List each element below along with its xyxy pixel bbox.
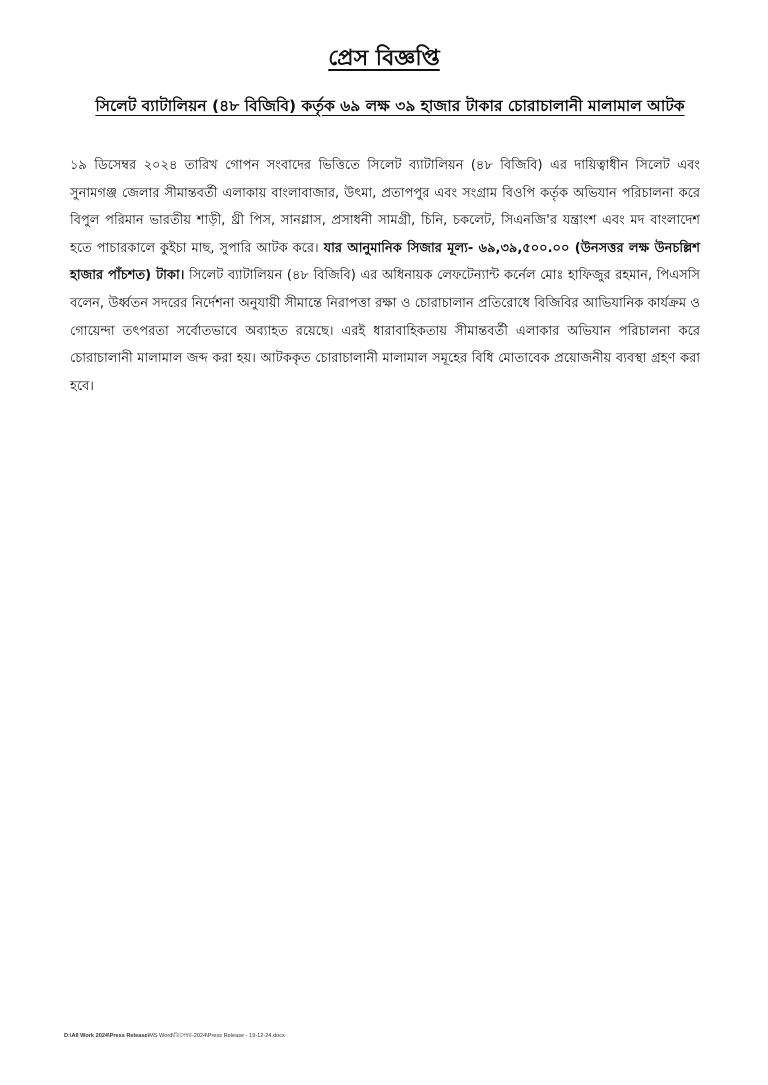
body-paragraph (70, 152, 700, 400)
paragraph-part-2: সিলেট ব্যাটালিয়ন (৪৮ বিজিবি) এর অধিনায়ক লেফটেন্যান্ট কর্নেল মোঃ হাফিজুর রহমান, পিএসসি বলেন, উর্ধ্বতন সদরের নির্দেশনা অনুযায়ী সীমান্তে নিরাপত্তা রক্ষা ও চোরাচালান প্রতিরোধে বিজিবির আভিযানিক কার্যক্রম ও গোয়েন্দা তৎপরতা সর্বোতভাবে অব্যাহত রয়েছে। এরই ধারাবাহিকতায় সীমান্তবর্তী এলাকার অভিযান পরিচালনা করে চোরাচালানী মালামাল জব্দ করা হয়। আটককৃত চোরাচালানী মালামাল সমূহের বিধি মোতাবেক প্রয়োজনীয় ব্যবস্থা গ্রহণ করা হবে। (70, 268, 700, 394)
seizure-value-text: যার আনুমানিক সিজার মূল্য- ৬৯,৩৯,৫০০.০০ (উনসত্তর লক্ষ উনচল্লিশ হাজার পাঁচশত) টাকা। (70, 240, 700, 284)
footer-file-path (64, 1032, 285, 1041)
page-subtitle: সিলেট ব্যাটালিয়ন (৪৮ বিজিবি) কর্তৃক ৬৯ লক্ষ ৩৯ হাজার টাকার চোরাচালানী মালামাল আটক (95, 97, 685, 115)
footer-path-bold: D:\All Work 2024\Press Release\ (64, 1033, 150, 1039)
footer-path-rest: MS Word\ডিসেম্বর-2024\Press Release - 19-12-24.docx (149, 1033, 285, 1039)
paragraph-part-1: ১৯ ডিসেম্বর ২০২৪ তারিখ গোপন সংবাদের ভিত্তিতে সিলেট ব্যাটালিয়ন (৪৮ বিজিবি) এর দায়িত্বাধীন সিলেট এবং সুনামগঞ্জ জেলার সীমান্তবর্তী এলাকায় বাংলাবাজার, উৎমা, প্রতাপপুর এবং সংগ্রাম বিওপি কর্তৃক অভিযান পরিচালনা করে বিপুল পরিমান ভারতীয় শাড়ী, থ্রী পিস, সানগ্লাস, প্রসাধনী সামগ্রী, চিনি, চকলেট, সিএনজি'র যন্ত্রাংশ এবং মদ বাংলাদেশ হতে পাচারকালে কুইচা মাছ, সুপারি আটক করে। (70, 158, 700, 256)
page-title: প্রেস বিজ্ঞপ্তি (328, 46, 440, 71)
